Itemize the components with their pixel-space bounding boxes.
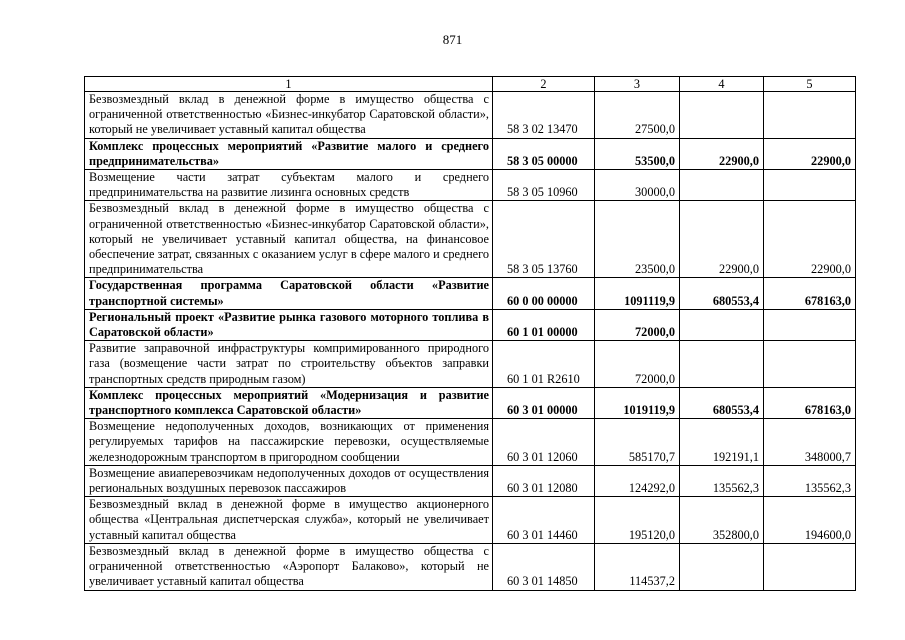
header-col-1: 1 xyxy=(85,77,493,92)
row-value-4: 680553,4 xyxy=(680,387,764,418)
row-value-5 xyxy=(764,341,856,388)
row-description: Комплекс процессных мероприятий «Развитие малого и среднего предпринимательства» xyxy=(85,138,493,169)
header-col-4: 4 xyxy=(680,77,764,92)
row-value-5: 135562,3 xyxy=(764,465,856,496)
table-row xyxy=(85,465,856,496)
row-value-5 xyxy=(764,170,856,201)
row-value-3: 30000,0 xyxy=(595,170,680,201)
row-description: Возмещение части затрат субъектам малого и среднего предпринимательства на развитие лизинга основных средств xyxy=(85,170,493,201)
table-row xyxy=(85,387,856,418)
row-value-4 xyxy=(680,92,764,139)
row-value-3: 23500,0 xyxy=(595,201,680,278)
row-code: 58 3 05 10960 xyxy=(493,170,595,201)
row-value-4: 352800,0 xyxy=(680,497,764,544)
table-row xyxy=(85,497,856,544)
row-value-4 xyxy=(680,170,764,201)
table-header-row xyxy=(85,77,856,92)
row-value-3: 114537,2 xyxy=(595,543,680,590)
row-description: Безвозмездный вклад в денежной форме в имущество акционерного общества «Центральная диспетчерская служба», который не увеличивает уставный капитал общества xyxy=(85,497,493,544)
table-row xyxy=(85,201,856,278)
row-value-5 xyxy=(764,92,856,139)
row-description: Государственная программа Саратовской области «Развитие транспортной системы» xyxy=(85,278,493,309)
table-row xyxy=(85,309,856,340)
row-value-3: 195120,0 xyxy=(595,497,680,544)
table-row xyxy=(85,543,856,590)
row-code: 58 3 05 00000 xyxy=(493,138,595,169)
row-code: 60 3 01 12080 xyxy=(493,465,595,496)
header-col-5: 5 xyxy=(764,77,856,92)
row-code: 60 3 01 14850 xyxy=(493,543,595,590)
row-description: Безвозмездный вклад в денежной форме в имущество общества с ограниченной ответственностью «Аэропорт Балаково», который не увеличивает уставный капитал общества xyxy=(85,543,493,590)
row-code: 60 0 00 00000 xyxy=(493,278,595,309)
header-col-3: 3 xyxy=(595,77,680,92)
row-code: 60 3 01 00000 xyxy=(493,387,595,418)
row-value-3: 1091119,9 xyxy=(595,278,680,309)
row-code: 60 3 01 14460 xyxy=(493,497,595,544)
row-value-4 xyxy=(680,309,764,340)
row-value-3: 27500,0 xyxy=(595,92,680,139)
row-value-4 xyxy=(680,543,764,590)
page-number: 871 xyxy=(442,32,463,47)
budget-table-body xyxy=(85,77,856,591)
row-code: 58 3 02 13470 xyxy=(493,92,595,139)
row-value-5: 348000,7 xyxy=(764,419,856,466)
table-row xyxy=(85,170,856,201)
header-col-2: 2 xyxy=(493,77,595,92)
row-value-3: 124292,0 xyxy=(595,465,680,496)
table-row xyxy=(85,138,856,169)
row-description: Возмещение недополученных доходов, возникающих от применения регулируемых тарифов на пассажирские перевозки, осуществляемые железнодорожным транспортом в пригородном сообщении xyxy=(85,419,493,466)
row-value-4: 135562,3 xyxy=(680,465,764,496)
row-description: Развитие заправочной инфраструктуры компримированного природного газа (возмещение части затрат по строительству объектов заправки транспортных средств природным газом) xyxy=(85,341,493,388)
row-description: Комплекс процессных мероприятий «Модернизация и развитие транспортного комплекса Саратовской области» xyxy=(85,387,493,418)
row-value-4: 22900,0 xyxy=(680,201,764,278)
row-value-5: 194600,0 xyxy=(764,497,856,544)
row-value-5 xyxy=(764,309,856,340)
table-row xyxy=(85,92,856,139)
row-description: Безвозмездный вклад в денежной форме в имущество общества с ограниченной ответственностью «Бизнес-инкубатор Саратовской области», который не увеличивает уставный капитал общества xyxy=(85,92,493,139)
row-value-4: 192191,1 xyxy=(680,419,764,466)
row-value-4: 680553,4 xyxy=(680,278,764,309)
row-value-5: 678163,0 xyxy=(764,387,856,418)
row-value-5: 678163,0 xyxy=(764,278,856,309)
row-value-5: 22900,0 xyxy=(764,138,856,169)
row-description: Безвозмездный вклад в денежной форме в имущество общества с ограниченной ответственностью «Бизнес-инкубатор Саратовской области», который не увеличивает уставный капитал общества, на финансовое обеспечение затрат, связанных с оказанием услуг в сфере малого и среднего предпринимательства xyxy=(85,201,493,278)
table-row xyxy=(85,419,856,466)
row-value-3: 585170,7 xyxy=(595,419,680,466)
row-code: 60 1 01 R2610 xyxy=(493,341,595,388)
row-value-3: 72000,0 xyxy=(595,341,680,388)
row-value-5 xyxy=(764,543,856,590)
table-row xyxy=(85,278,856,309)
budget-table xyxy=(84,76,856,591)
row-code: 60 3 01 12060 xyxy=(493,419,595,466)
row-value-4: 22900,0 xyxy=(680,138,764,169)
row-code: 60 1 01 00000 xyxy=(493,309,595,340)
row-value-4 xyxy=(680,341,764,388)
row-description: Возмещение авиаперевозчикам недополученных доходов от осуществления региональных воздушных перевозок пассажиров xyxy=(85,465,493,496)
row-value-3: 1019119,9 xyxy=(595,387,680,418)
row-description: Региональный проект «Развитие рынка газового моторного топлива в Саратовской области» xyxy=(85,309,493,340)
row-code: 58 3 05 13760 xyxy=(493,201,595,278)
table-row xyxy=(85,341,856,388)
row-value-3: 53500,0 xyxy=(595,138,680,169)
row-value-5: 22900,0 xyxy=(764,201,856,278)
row-value-3: 72000,0 xyxy=(595,309,680,340)
